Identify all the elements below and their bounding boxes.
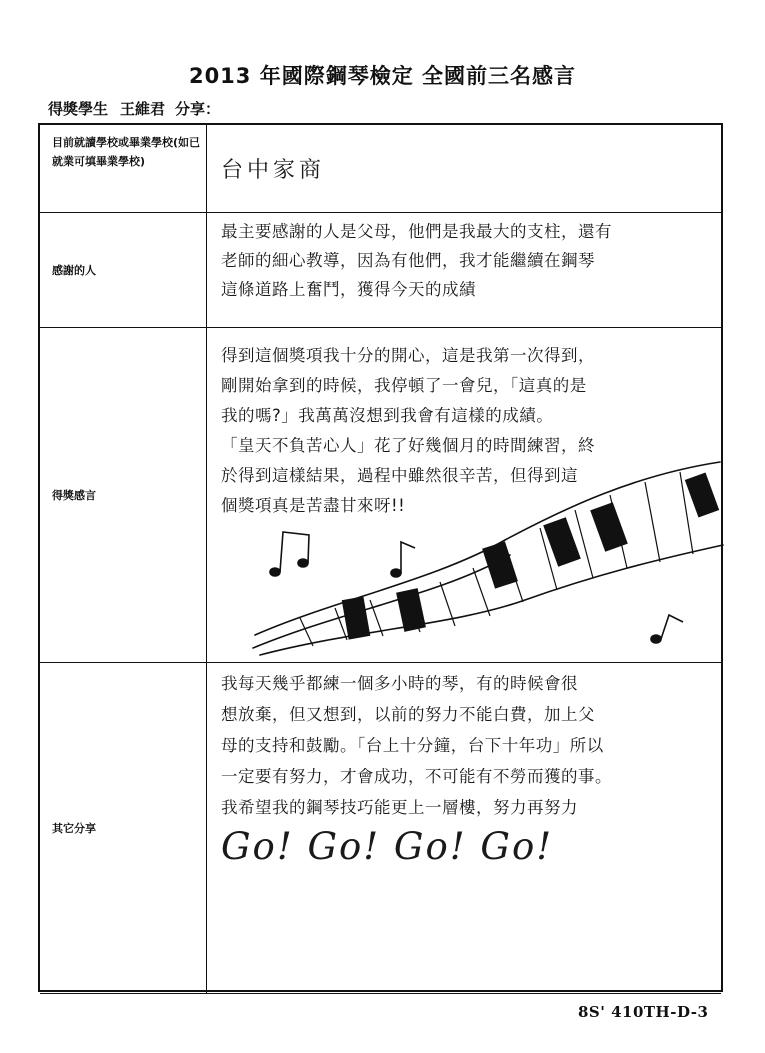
- page-title: 2013 年國際鋼琴檢定 全國前三名感言: [188, 64, 577, 88]
- thanks-text: [221, 217, 709, 304]
- other-line: 我希望我的鋼琴技巧能更上一層樓，努力再努力: [221, 798, 578, 817]
- cheer-text: Go! Go! Go! Go!: [221, 825, 554, 868]
- student-line: [48, 98, 220, 119]
- thanks-label: 感謝的人: [52, 264, 96, 277]
- student-suffix: 分享：: [175, 100, 221, 118]
- other-text: [221, 668, 709, 823]
- piano-black-key: [482, 541, 518, 588]
- school-value: 台中家商: [221, 158, 326, 183]
- other-line: 一定要有努力，才會成功，不可能有不勞而獲的事。: [221, 767, 612, 786]
- school-label: 目前就讀學校或畢業學校(如已就業可填畢業學校): [52, 136, 201, 168]
- speech-line: 我的嗎?」我萬萬沒想到我會有這樣的成績。: [221, 406, 554, 425]
- music-note-icon: [651, 635, 661, 643]
- piano-key-line: [300, 618, 313, 646]
- thanks-line: 最主要感謝的人是父母，他們是我最大的支柱，還有: [221, 222, 612, 241]
- piano-key-line: [473, 568, 490, 616]
- speech-line: 得到這個獎項我十分的開心，這是我第一次得到，: [221, 346, 595, 365]
- other-label-cell: [40, 663, 207, 993]
- thanks-line: 這條道路上奮鬥，獲得今天的成績: [221, 280, 476, 299]
- thanks-line: 老師的細心教導，因為有他們，我才能繼續在鋼琴: [221, 251, 595, 270]
- music-note-icon: [270, 568, 280, 576]
- music-note-icon: [298, 559, 308, 567]
- thanks-label-cell: [40, 213, 207, 327]
- piano-drawing: [205, 450, 725, 670]
- piano-key-line: [575, 510, 593, 578]
- music-note-icon: [391, 569, 401, 577]
- other-line: 母的支持和鼓勵。「台上十分鐘，台下十年功」所以: [221, 736, 604, 755]
- piano-black-key: [396, 588, 426, 632]
- piano-key-line: [645, 482, 660, 562]
- student-name: 王維君: [120, 100, 166, 118]
- other-line: 我每天幾乎都練一個多小時的琴，有的時候會很: [221, 674, 578, 693]
- piano-black-key: [342, 596, 371, 639]
- piano-black-key: [685, 472, 719, 517]
- speech-line: 於得到這樣結果，過程中雖然很辛苦，但得到這: [221, 466, 578, 485]
- speech-line: 「皇天不負苦心人」花了好幾個月的時間練習，終: [221, 436, 595, 455]
- speech-label-cell: [40, 328, 207, 662]
- speech-label: 得獎感言: [52, 489, 96, 502]
- other-line: 想放棄，但又想到，以前的努力不能白費，加上父: [221, 705, 595, 724]
- piano-base-edge: [253, 555, 510, 648]
- school-label-cell: [40, 125, 207, 212]
- speech-line: 個獎項真是苦盡甘來呀!!: [221, 496, 406, 515]
- speech-line: 剛開始拿到的時候，我停頓了一會兒，「這真的是: [221, 376, 587, 395]
- piano-black-key: [590, 502, 628, 552]
- document-code: 8S' 410TH-D-3: [578, 1003, 709, 1021]
- other-label: 其它分享: [52, 822, 96, 835]
- student-label: 得獎學生: [48, 100, 109, 118]
